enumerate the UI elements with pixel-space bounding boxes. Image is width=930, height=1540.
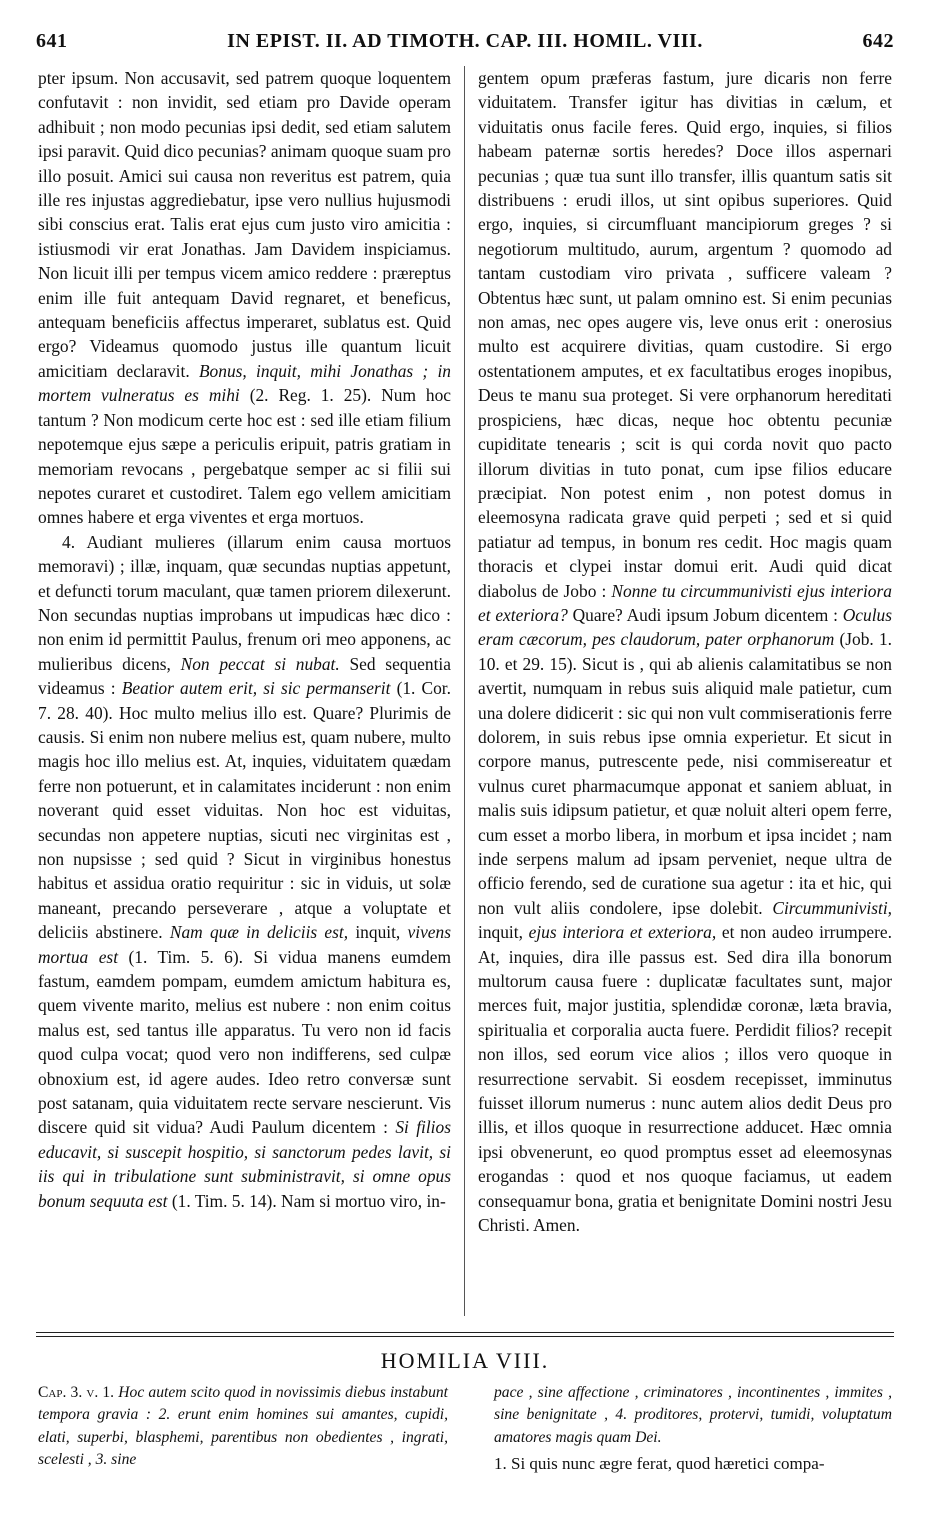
scripture-reference: (2. Reg. 1. 25).	[249, 385, 372, 406]
summary-text: Hoc autem scito quod in novissimis diebus instabunt tempora gravia : 2. erunt enim homines sui amantes, cupidi, elati, superbi, blasphemi, parentibus non obedientes , ingrati, scelesti , 3. sine	[38, 1384, 449, 1469]
scripture-quote: Oculus eram cæcorum, pes claudorum, pater orphanorum	[478, 604, 892, 650]
text-run: Num hoc tantum ? Non modicum certe hoc est : sed ille etiam filium nepotemque ejus sæpe a periculis eripuit, patris gratiam in memoriam revocans , pergebatque semper ac si filii sui nepotes curaret et custodiret. Talem ego vellem amicitiam omnes habere et erga viventes et erga mortuos.	[38, 385, 452, 528]
text-run: et non audeo irrumpere. At, inquies, dira ille passus est. Sed dira illa bonorum multorum causa fuere : duplicatæ facultates sunt, major merces fuit, major justitia, splendidæ coronæ, læta bravia, spiritualia et corporalia aucta fuere. Perdidit filios? recepit non illos, sed eorum vice alios ; illos vero quoque in resurrectione servabit. Si eosdem recepisset, imminutus fuisset illorum numerus : nunc autem alios dedit Deus pro illis, et illos quoque in resurrectione adducet. Hæc omnia ipsi obvenerunt, eo quod promptus esset ad eleemosynas erogandas : quod et nos quoque faciamus, ut eadem consequamur bona, gratia et benignitate Domini nostri Jesu Christi. Amen.	[478, 922, 892, 1236]
text-run: inquit,	[355, 922, 401, 943]
homily-opening-line: 1. Si quis nunc ægre ferat, quod hæretici compa-	[494, 1454, 825, 1473]
summary-text: pace , sine affectione , criminatores , incontinentes , immites , sine benignitate , 4. proditores, protervi, tumidi, voluptatum amatores magis quam Dei.	[494, 1384, 892, 1446]
scripture-quote: ejus interiora et exteriora,	[528, 922, 717, 943]
text-run: Si vidua manens eumdem fastum, eamdem pompam, eumdem amictum habitura es, quem vivente marito, melius est nubere : non enim coitus malus est, sed tantus ille apparatus. Tu vero non id facis quod culpa vocat; quod vero non indifferens, sed culpæ obnoxium est, id agere audes. Ideo retro conversæ sunt post satanam, quia viduitatem recte servare nescierunt. Vis discere quid sit vidua? Audi Paulum dicentem :	[38, 946, 451, 1138]
scripture-quote: Beatior autem erit, si sic permanserit	[121, 678, 391, 699]
text-run: pter ipsum. Non accusavit, sed patrem quoque loquentem confutavit : non invidit, sed etiam pro Davide operam adhibuit ; non modo pecunias ipsi dedit, sed etiam salutem ipsi paravit. Quid dico pecunias? animam quoque suam pro illo posuit. Amici sui causa non reveritus est patrem, quia ille res injustas aggrediebatur, ipse vero nullius hujusmodi sibi conscius erat. Talis erat ejus cum justo viro amicitia : istiusmodi vir erat Jonathas. Jam Davidem inspiciamus. Non licuit illi per tempus vicem amico reddere : præreptus enim ille fuit antequam David regnaret, et beneficus, antequam beneficiis affectus imperaret, sublatus est. Quid ergo? Videamus quomodo justus ille quantum licuit amicitiam declaravit.	[38, 68, 451, 381]
scripture-quote: Bonus, inquit, mihi Jonathas ; in mortem vulneratus es mihi	[38, 360, 451, 406]
scripture-quote: Si filios educavit, si suscepit hospitio, si sanctorum pedes lavit, si iis qui in tribulatione sunt subministravit, si omne opus bonum sequuta est	[38, 1117, 451, 1211]
paragraph	[478, 66, 892, 1238]
page-number-left: 641	[36, 30, 68, 52]
text-run: Hoc multo melius illo est. Quare? Plurimis de causis. Si enim non nubere melius est, quam nubere, multo magis hoc illo melius est. At, inquies, viduitatem quædam ferre non potuerunt, et in calamitates inciderunt : non enim noverant quid esset viduitas. Non hoc est viduitas, secundas non appetere nuptias, sicuti nec virginitas est , non nupsisse ; sed quid ? Sicut in virginibus honestus habitus et assidua oratio requiritur : sic in viduis, ut solæ maneant, precando perseverare , atque a voluptate et deliciis abstinere.	[38, 702, 451, 943]
scripture-quote: Non peccat si nubat.	[180, 653, 340, 674]
text-run: gentem opum præferas fastum, jure dicaris non ferre viduitatem. Transfer igitur has divitias in cælum, et viduitatis onus facile feres. Quid ergo, inquies, si filios habeam paternæ sortis heredes? Doce illos aspernari pecunias ; quæ tua sunt illo transfer, illis quantum satis sit distribuens : erudi illos, ut sint opibus superiores. Quid ergo, inquies, si circumfluant mancipiorum greges ? si negotiorum multitudo, aurum, argentum ? quomodo ad tantam custodiam viro privata , sufficere valeam ? Obtentus hæc sunt, ut palam omnino est. Si enim pecunias non amas, nec opes augere vis, leve onus erit : onerosius multo est acquirere divitias, quam custodire. Si ergo ostentationem amputes, et ex facultatibus eroges inopibus, Deus te manu sua proteget. Si vere orphanorum hereditati prospiciens, hæc dicas, neque hoc obtentu pecuniæ cupiditate tenearis ; scit is qui corda novit quo pacto illorum divitias in tuto ponat, cum ipse filios educare præcipiat. Non potest enim , non potest domus in eleemosyna radicata grave quid perpeti ; sed et si quid patiatur ad tempus, in bonum res cedit. Hoc magis quam thoracis et clypei instar domui erit. Audi quid dicat diabolus de Jobo :	[478, 68, 892, 601]
section-rule	[36, 1336, 894, 1337]
scripture-reference: (1. Tim. 5. 6).	[128, 946, 243, 967]
text-run: Quare? Audi ipsum Jobum dicentem :	[572, 604, 838, 625]
paragraph	[38, 530, 451, 1213]
scripture-quote: Nonne tu circummunivisti ejus interiora et exteriora?	[478, 580, 892, 625]
summary-left	[38, 1382, 448, 1472]
paragraph	[38, 66, 451, 530]
scripture-quote: Circummunivisti,	[772, 897, 892, 918]
text-run: Sicut is , qui ab alienis calamitatibus se non avertit, numquam in rebus suis aliquid male patietur, cum una dolere didicerit : sic qui non vult commiserationis ferre dolorem, in suis rebus ipse omnia experietur. Et sicut in corpore manus, putrescente pede, nisi commisereatur et vulnus curet pharmacumque apponat et saniem abluat, in malis suis idipsum patietur, et quæ noluit alteri opem ferre, cum esset a morbo libera, in morbum et ipsa incidet ; nam inde serpens malum ad ipsam perveniet, neque ultra de officio ferendo, sed de curatione sua agetur : ita et hic, qui non vult aliis condolere, ipse dolebit.	[478, 653, 892, 918]
left-column	[38, 66, 451, 1213]
scripture-reference: (1. Tim. 5. 14).	[171, 1190, 277, 1211]
text-run: Nam si mortuo viro, in-	[281, 1190, 446, 1211]
running-head-title: IN EPIST. II. AD TIMOTH. CAP. III. HOMIL. VIII.	[227, 30, 703, 52]
right-column	[478, 66, 892, 1238]
text-run: 4. Audiant mulieres (illarum enim causa mortuos memoravi) ; illæ, inquam, quæ secundas nuptias appetunt, et defuncti torum maculant, quæ tamen priorem dilexerunt. Non secundas nuptias improbans ut impudicas hæc dico : non enim id permittit Paulus, frenum ori meo apponens, ac mulieribus dicens,	[38, 531, 451, 674]
chapter-verse-label: Cap. 3. v. 1.	[38, 1384, 115, 1401]
section-rule	[36, 1332, 894, 1333]
homily-title: HOMILIA VIII.	[380, 1348, 550, 1373]
scripture-reference: (Job. 1. 10. et 29. 15).	[478, 629, 892, 674]
text-run: Sed sequentia videamus :	[38, 653, 451, 699]
text-run: inquit,	[478, 922, 523, 943]
summary-right	[494, 1382, 892, 1449]
scripture-reference: (1. Cor. 7. 28. 40).	[38, 678, 451, 723]
column-divider	[464, 66, 465, 1316]
running-header	[36, 30, 894, 58]
scripture-quote: Nam quæ in deliciis est,	[169, 922, 349, 943]
scripture-quote: vivens mortua est	[38, 922, 451, 967]
page-number-right: 642	[862, 30, 894, 52]
